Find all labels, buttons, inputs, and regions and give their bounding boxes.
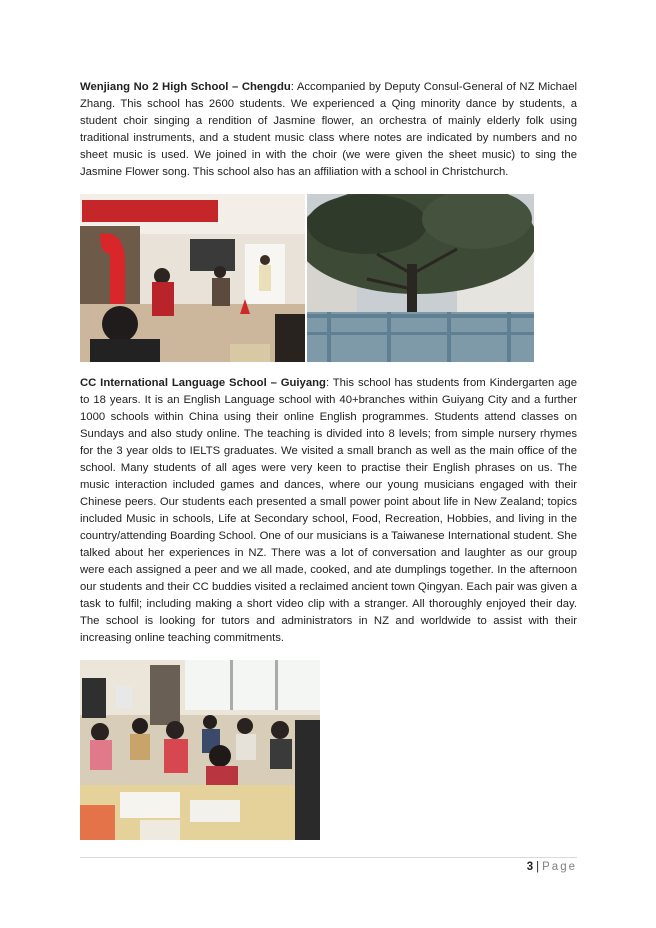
section-cc-paragraph <box>80 375 577 647</box>
footer-separator: | <box>536 861 540 873</box>
page-label: Page <box>542 861 577 873</box>
photo-courtyard-tree <box>307 194 534 362</box>
section-cc-heading: CC International Language School – Guiyang <box>80 377 326 389</box>
section-wenjiang-body: : Accompanied by Deputy Consul-General of NZ Michael Zhang. This school has 2600 students. We experienced a Qing minority dance by students, a student choir singing a rendition of Jasmine flower, an orchestra of mainly elderly folk using traditional instruments, and a student music class where notes are indicated by numbers and no sheet music is used. We joined in with the choir (we were given the sheet music) to sing the Jasmine Flower song. This school also has an affiliation with a school in Christchurch. <box>80 81 577 178</box>
footer-divider <box>80 857 577 858</box>
section-wenjiang-paragraph <box>80 79 577 181</box>
photo-school-performance <box>80 194 305 362</box>
page-number: 3 <box>526 861 534 873</box>
page-footer <box>527 861 577 873</box>
section-cc-body: : This school has students from Kindergarten age to 18 years. It is an English Language school with 40+branches within Guiyang City and a further 1000 schools within China using their online English programmes. Students attend classes on Sundays and also study online. The teaching is divided into 8 levels; from simple nursery rhymes for the 3 year olds to IELTS graduates. We visited a small branch as well as the main office of the school. Many students of all ages were very keen to practise their English phrases on us. The music interaction included games and dances, where our young musicians engaged with their Chinese peers. Our students each presented a small power point about life in New Zealand; topics included Music in schools, Life at Secondary school, Food, Recreation, Hobbies, and living in the country/attending Boarding School. One of our musicians is a Taiwanese International student. She talked about her experiences in NZ. There was a lot of conversation and laughter as our group were each assigned a peer and we all made, cooked, and ate dumplings together. In the afternoon our students and their CC buddies visited a reclaimed ancient town Qingyan. Each pair was given a task to fulfil; including making a short video clip with a stranger. All thoroughly enjoyed their day. The school is looking for tutors and administrators in NZ and worldwide to assist with their increasing online teaching commitments. <box>80 377 577 644</box>
section-wenjiang-heading: Wenjiang No 2 High School – Chengdu <box>80 81 291 93</box>
photo-classroom-students <box>80 660 320 840</box>
